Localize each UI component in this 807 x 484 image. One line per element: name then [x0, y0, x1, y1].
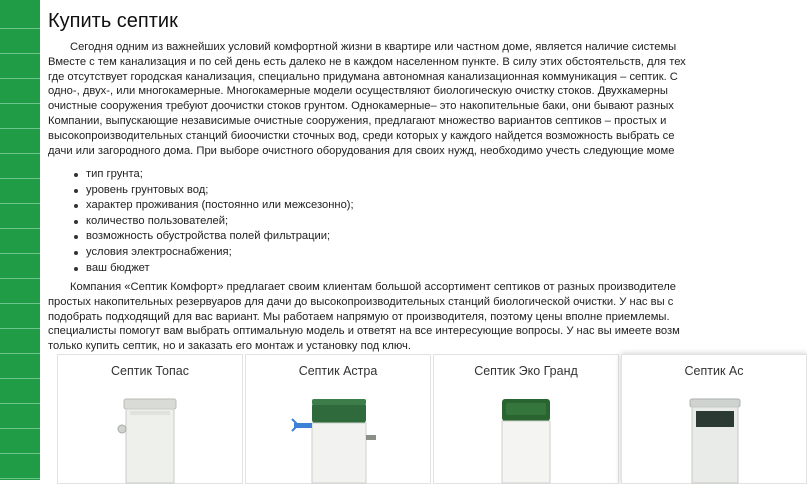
list-item: уровень грунтовых вод; — [70, 183, 354, 199]
list-item: количество пользователей; — [70, 214, 354, 230]
product-title[interactable]: Септик Ас — [684, 364, 744, 378]
sidebar-item[interactable] — [0, 0, 40, 29]
sidebar-menu — [0, 0, 40, 480]
septic-tank-image — [288, 399, 388, 483]
selection-factors-list — [70, 167, 354, 276]
sidebar-item[interactable] — [0, 379, 40, 404]
text-line: Компания «Септик Комфорт» предлагает своим клиентам большой ассортимент септиков от разных производителе — [70, 281, 677, 293]
sidebar-item[interactable] — [0, 404, 40, 429]
sidebar-item[interactable] — [0, 304, 40, 329]
list-item: характер проживания (постоянно или межсезонно); — [70, 198, 354, 214]
text-line: где отсутствует городская канализация, специально придумана автономная канализационная коммуникация – септик. С — [48, 70, 678, 83]
text-line: только купить септик, но и заказать его монтаж и установку под ключ. — [48, 340, 411, 353]
sidebar-item[interactable] — [0, 454, 40, 479]
list-item: ваш бюджет — [70, 261, 354, 277]
page-title: Купить септик — [48, 10, 178, 32]
text-line: Компании, выпускающие независимые очистные сооружения, предлагают множество вариантов септиков – простых и — [48, 114, 667, 127]
sidebar-item[interactable] — [0, 104, 40, 129]
product-title[interactable]: Септик Эко Гранд — [474, 364, 578, 378]
text-line: специалисты помогут вам выбрать оптимальную модель и ответят на все интересующие вопросы. У нас вы имеете возм — [48, 325, 680, 338]
product-card-astra[interactable] — [245, 354, 431, 484]
list-item: возможность обустройства полей фильтрации; — [70, 229, 354, 245]
text-line: простых накопительных резервуаров для дачи до высокопроизводительных станций биологической очистки. У нас вы с — [48, 295, 674, 308]
product-card-eko-grand[interactable] — [433, 354, 619, 484]
sidebar-item[interactable] — [0, 254, 40, 279]
sidebar-item[interactable] — [0, 29, 40, 54]
text-line: одно-, двух-, или многокамерные. Многокамерные модели осуществляют биологическую очистку стоков. Двухкамерны — [48, 85, 668, 98]
main-content — [48, 0, 744, 480]
sidebar-item[interactable] — [0, 429, 40, 454]
text-line: очистные сооружения требуют доочистки стоков грунтом. Однокамерные– это накопительные баки, они бывают разных — [48, 100, 674, 113]
sidebar-item[interactable] — [0, 354, 40, 379]
text-line: высокопроизводительных станций биоочистки сточных вод, среди которых у каждого найдется возможность выбрать се — [48, 129, 675, 142]
sidebar-item[interactable] — [0, 179, 40, 204]
sidebar-item[interactable] — [0, 79, 40, 104]
intro-paragraph — [48, 40, 748, 158]
product-title[interactable]: Септик Астра — [298, 364, 378, 378]
list-item: условия электроснабжения; — [70, 245, 354, 261]
product-title[interactable]: Септик Топас — [111, 364, 189, 378]
sidebar-item[interactable] — [0, 154, 40, 179]
product-card-as[interactable] — [621, 354, 807, 484]
sidebar-item[interactable] — [0, 329, 40, 354]
septic-tank-image — [486, 399, 566, 483]
company-paragraph — [48, 280, 748, 354]
product-cards — [57, 354, 777, 484]
sidebar-item[interactable] — [0, 204, 40, 229]
sidebar-item[interactable] — [0, 54, 40, 79]
sidebar-item[interactable] — [0, 129, 40, 154]
sidebar-item[interactable] — [0, 279, 40, 304]
product-card-topas[interactable] — [57, 354, 243, 484]
text-line: Сегодня одним из важнейших условий комфортной жизни в квартире или частном доме, является наличие системы — [70, 41, 677, 53]
text-line: дачи или загородного дома. При выборе очистного оборудования для своих нужд, необходимо учесть следующие моме — [48, 144, 675, 157]
text-line: подобрать подходящий для вас вариант. Мы работаем напрямую от производителя, поэтому цены вполне приемлемы. — [48, 310, 670, 323]
list-item: тип грунта; — [70, 167, 354, 183]
sidebar-item[interactable] — [0, 229, 40, 254]
text-line: Вместе с тем канализация и по сей день есть далеко не в каждом населенном пункте. В силу этих обстоятельств, для тех — [48, 55, 686, 68]
septic-tank-image — [110, 399, 190, 483]
septic-tank-image — [674, 399, 754, 483]
